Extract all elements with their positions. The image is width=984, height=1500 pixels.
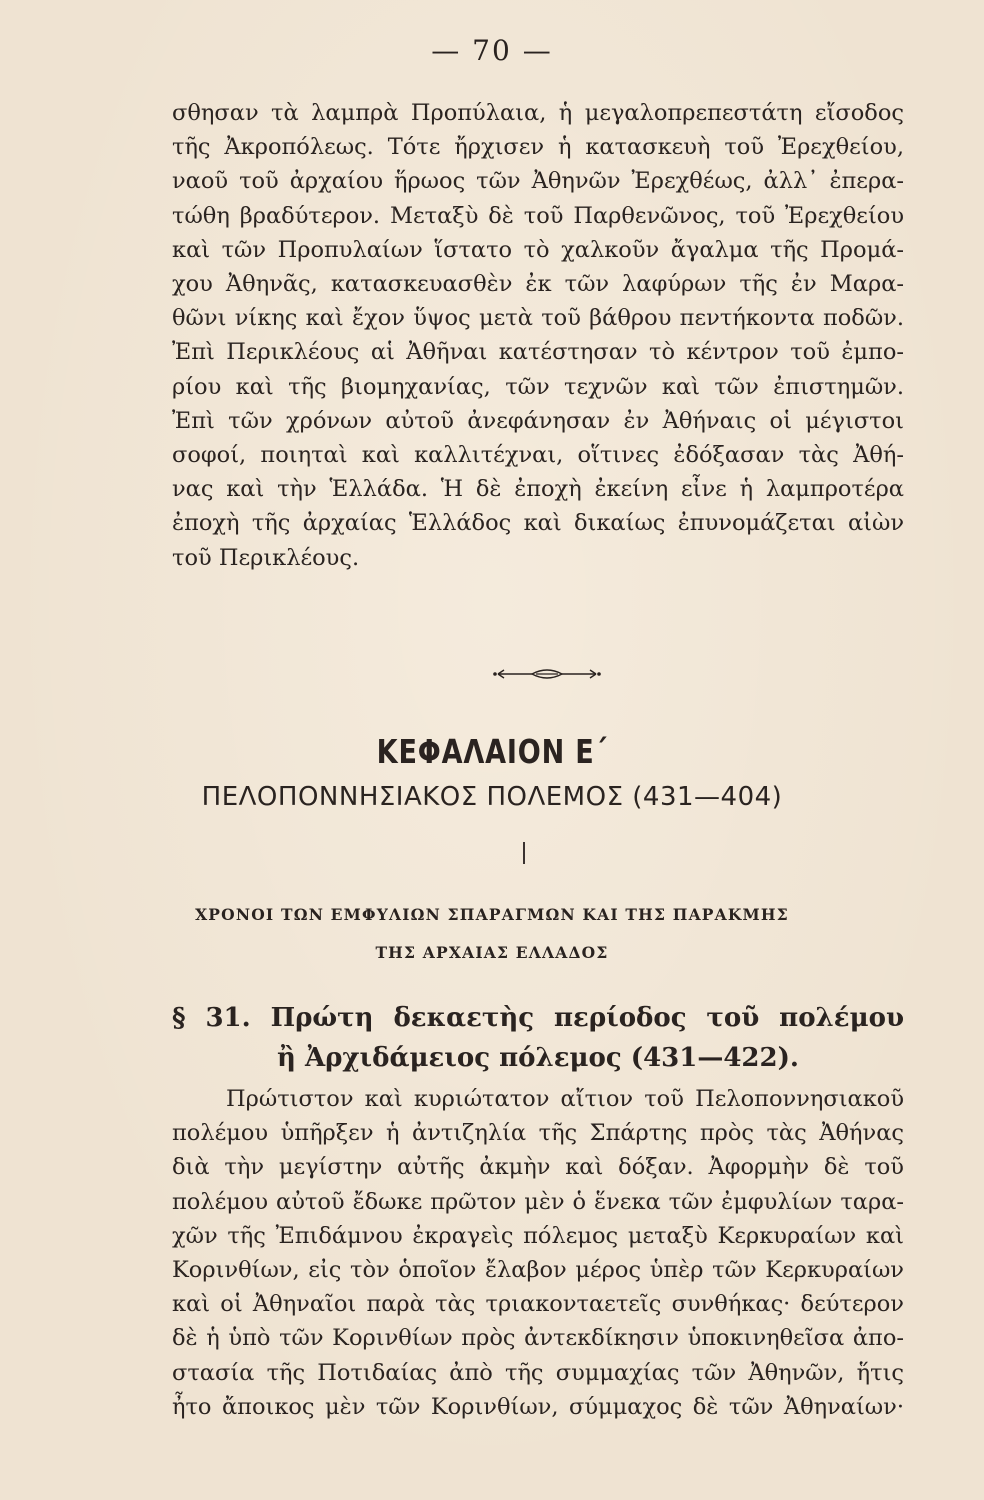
- text-line: Κορινθίων, εἰς τὸν ὁποῖον ἔλαβον μέρος ὑπὲρ τῶν Κερκυραίων: [172, 1257, 904, 1284]
- text-line: δὲ ἡ ὑπὸ τῶν Κορινθίων πρὸς ἀντεκδίκησιν ὑποκινηθεῖσα ἀπο-: [172, 1325, 904, 1352]
- section-heading-line: ΧΡΟΝΟΙ ΤΩΝ ΕΜΦΥΛΙΩΝ ΣΠΑΡΑΓΜΩΝ ΚΑΙ ΤΗΣ ΠΑΡΑΚΜΗΣ: [195, 905, 789, 924]
- text-line: σθησαν τὰ λαμπρὰ Προπύλαια, ἡ μεγαλοπρεπεστάτη εἴσοδος: [172, 100, 904, 126]
- intro-paragraph: [172, 96, 904, 575]
- text-line: διὰ τὴν μεγίστην αὐτῆς ἀκμὴν καὶ δόξαν. Ἀφορμὴν δὲ τοῦ: [172, 1154, 904, 1181]
- text-line: σοφοί, ποιηταὶ καὶ καλλιτέχναι, οἵτινες ἐδόξασαν τὰς Ἀθή-: [172, 442, 904, 469]
- body-paragraph: [172, 1082, 904, 1424]
- text-line: καὶ τῶν Προπυλαίων ἵστατο τὸ χαλκοῦν ἄγαλμα τῆς Προμά-: [172, 236, 904, 263]
- text-line: τώθη βραδύτερον. Μεταξὺ δὲ τοῦ Παρθενῶνος, τοῦ Ἐρεχθείου: [172, 202, 904, 229]
- ornament-divider-icon: [492, 664, 602, 684]
- text-line: τοῦ Περικλέους.: [172, 544, 360, 571]
- subsection-heading-line: ἢ Ἀρχιδάμειος πόλεμος (431—422).: [277, 1043, 799, 1073]
- subsection-heading: [172, 998, 904, 1078]
- section-heading: [0, 896, 984, 972]
- text-line: Πρώτιστον καὶ κυριώτατον αἴτιον τοῦ Πελοποννησιακοῦ: [226, 1086, 904, 1112]
- text-line: χῶν τῆς Ἐπιδάμνου ἐκραγεὶς πόλεμος μεταξὺ Κερκυραίων καὶ: [172, 1222, 904, 1249]
- text-line: θῶνι νίκης καὶ ἔχον ὕψος μετὰ τοῦ βάθρου πεντήκοντα ποδῶν.: [172, 305, 904, 332]
- text-line: ἐποχὴ τῆς ἀρχαίας Ἑλλάδος καὶ δικαίως ἐπυνομάζεται αἰὼν: [172, 510, 904, 537]
- page-number: — 70 —: [431, 34, 553, 67]
- chapter-subtitle: ΠΕΛΟΠΟΝΝΗΣΙΑΚΟΣ ΠΟΛΕΜΟΣ (431—404): [201, 782, 783, 812]
- section-heading-line: ΤΗΣ ΑΡΧΑΙΑΣ ΕΛΛΑΔΟΣ: [375, 943, 609, 962]
- text-line: πολέμου αὐτοῦ ἔδωκε πρῶτον μὲν ὁ ἕνεκα τῶν ἐμφυλίων ταρα-: [172, 1188, 904, 1215]
- text-line: Ἐπὶ Περικλέους αἱ Ἀθῆναι κατέστησαν τὸ κέντρον τοῦ ἐμπο-: [172, 339, 904, 366]
- text-line: ρίου καὶ τῆς βιομηχανίας, τῶν τεχνῶν καὶ τῶν ἐπιστημῶν.: [172, 373, 904, 400]
- text-line: Ἐπὶ τῶν χρόνων αὐτοῦ ἀνεφάνησαν ἐν Ἀθήναις οἱ μέγιστοι: [172, 407, 904, 434]
- text-line: νας καὶ τὴν Ἑλλάδα. Ἡ δὲ ἐποχὴ ἐκείνη εἶνε ἡ λαμπροτέρα: [172, 476, 904, 503]
- divider-tick: [523, 842, 525, 864]
- text-line: χου Ἀθηνᾶς, κατασκευασθὲν ἐκ τῶν λαφύρων τῆς ἐν Μαρα-: [172, 271, 904, 298]
- text-line: ναοῦ τοῦ ἀρχαίου ἥρωος τῶν Ἀθηνῶν Ἐρεχθέως, ἀλλ᾽ ἐπερα-: [172, 168, 904, 195]
- text-line: πολέμου ὑπῆρξεν ἡ ἀντιζηλία τῆς Σπάρτης πρὸς τὰς Ἀθήνας: [172, 1120, 904, 1147]
- text-line: καὶ οἱ Ἀθηναῖοι παρὰ τὰς τριακονταετεῖς συνθήκας· δεύτερον: [172, 1291, 904, 1318]
- text-line: ἦτο ἄποικος μὲν τῶν Κορινθίων, σύμμαχος δὲ τῶν Ἀθηναίων·: [172, 1393, 904, 1420]
- chapter-title: ΚΕΦΑΛΑΙΟΝ Ε΄: [376, 732, 608, 771]
- subsection-heading-line: § 31. Πρώτη δεκαετὴς περίοδος τοῦ πολέμου: [172, 1003, 904, 1033]
- text-line: τῆς Ἀκροπόλεως. Τότε ἤρχισεν ἡ κατασκευὴ τοῦ Ἐρεχθείου,: [172, 134, 904, 161]
- text-line: στασία τῆς Ποτιδαίας ἀπὸ τῆς συμμαχίας τῶν Ἀθηνῶν, ἥτις: [172, 1359, 904, 1386]
